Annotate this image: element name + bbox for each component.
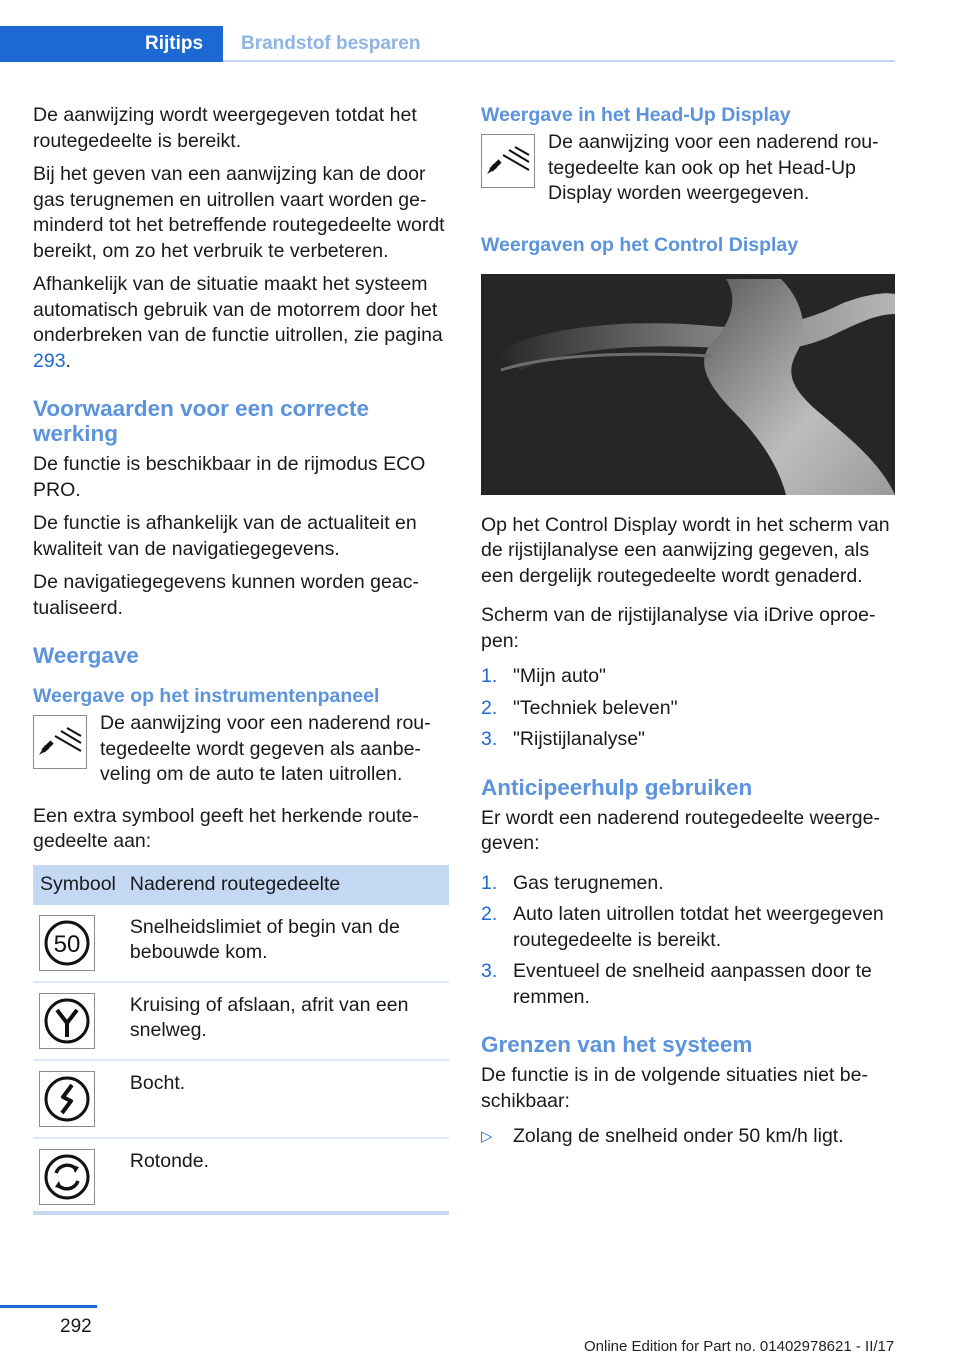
header-rule (223, 60, 895, 62)
menu-step-label: "Rijstijlanalyse" (513, 728, 645, 750)
heading-instrumentenpaneel: Weergave op het instrumentenpaneel (33, 685, 380, 707)
heading-voorwaarden: Voorwaarden voor een correcte werking (33, 396, 369, 446)
speed-limit-value: 50 (53, 930, 81, 958)
paragraph: De navigatiegegevens kunnen worden geactualiseerd. (33, 571, 419, 619)
table-header-row (33, 865, 449, 905)
table-cell-desc: Rotonde. (123, 1138, 449, 1213)
paragraph: Een extra symbool geeft het herkende routegedeelte aan: (33, 804, 419, 852)
triangle-bullet-icon: ▷ (481, 1128, 493, 1145)
list-item: 3. Eventueel de snelheid aanpassen door te remmen. (481, 959, 895, 1010)
paragraph: De functie is afhankelijk van de actualiteit en kwaliteit van de navigatiegegevens. (33, 512, 417, 560)
header-section-tab[interactable]: Brandstof besparen (241, 33, 421, 54)
instrument-hint-text: De aanwijzing voor een naderend routegedeelte wordt gegeven als aanbeveling om de auto te laten uitrollen. (100, 712, 431, 785)
list-item (481, 1124, 895, 1150)
list-item-text: Zolang de snelheid onder 50 km/h ligt. (513, 1125, 844, 1147)
right-column (481, 103, 895, 1158)
menu-step-label: "Techniek beleven" (513, 696, 678, 719)
list-item: 2. Auto laten uitrollen totdat het weergegeven routegedeelte is bereikt. (481, 902, 895, 953)
roundabout-icon (39, 1149, 95, 1205)
hud-hint-text: De aanwijzing voor een naderend routegedeelte kan ook op het Head-Up Display worden weergegeven. (548, 131, 879, 204)
heading-weergave: Weergave (33, 643, 139, 668)
paragraph: Op het Control Display wordt in het scherm van de rijstijlanalyse een aanwijzing gegeven, als een dergelijk routegedeelte wordt genaderd. (481, 513, 890, 587)
paragraph-text: . (65, 349, 71, 372)
heading-anticipeerhulp: Anticipeerhulp gebruiken (481, 774, 753, 800)
list-item: 3. "Rijstijlanalyse" (481, 727, 895, 753)
paragraph: De functie is in de volgende situaties niet beschikbaar: (481, 1064, 868, 1112)
table-row (33, 905, 449, 982)
menu-step-label: "Mijn auto" (513, 665, 606, 687)
table-row (33, 982, 449, 1060)
table-row (33, 1060, 449, 1138)
instrument-hint (33, 711, 449, 788)
paragraph (33, 272, 449, 374)
paragraph: Er wordt een naderend routegedeelte weergegeven: (481, 806, 880, 854)
paragraph: De aanwijzing wordt weergegeven totdat het routegedeelte is bereikt. (33, 104, 417, 152)
edition-note: Online Edition for Part no. 01402978621 - II/17 (584, 1338, 895, 1355)
table-cell-desc: Snelheidslimiet of begin van de bebouwde kom. (123, 905, 449, 982)
footer-accent-bar (0, 1305, 97, 1308)
paragraph: Scherm van de rijstijlanalyse via iDrive oproepen: (481, 604, 876, 652)
page-header (0, 0, 960, 64)
speed-limit-icon (39, 915, 95, 971)
table-header-desc: Naderend routegedeelte (123, 865, 449, 905)
paragraph: De functie is beschikbaar in de rijmodus ECO PRO. (33, 453, 426, 501)
paragraph-text: Afhankelijk van de situatie maakt het systeem automatisch gebruik van de motorrem door het onderbreken van de functie uitrollen, zie pagina (33, 273, 443, 346)
curve-icon (39, 1071, 95, 1127)
coasting-hint-icon (481, 134, 535, 188)
list-item: 1. "Mijn auto" (481, 664, 895, 690)
menu-steps-list (481, 664, 895, 753)
table-header-symbol: Symbool (33, 865, 123, 905)
step-text: Eventueel de snelheid aanpassen door te remmen. (513, 960, 872, 1008)
coasting-hint-icon (33, 715, 87, 769)
grenzen-list (481, 1124, 895, 1150)
step-text: Auto laten uitrollen totdat het weergegeven routegedeelte is bereikt. (513, 903, 884, 951)
junction-icon (39, 993, 95, 1049)
heading-grenzen: Grenzen van het systeem (481, 1032, 753, 1057)
hud-hint (481, 130, 895, 207)
page-number: 292 (60, 1316, 92, 1337)
list-item: 2. "Techniek beleven" (481, 696, 895, 722)
step-text: Gas terugnemen. (513, 871, 664, 894)
table-cell-desc: Bocht. (123, 1060, 449, 1138)
heading-control-display: Weergaven op het Control Display (481, 233, 799, 256)
table-row (33, 1138, 449, 1213)
list-item: 1. Gas terugnemen. (481, 871, 895, 897)
header-chapter-tab[interactable]: Rijtips (145, 33, 204, 54)
paragraph: Bij het geven van een aanwijzing kan de door gas terugnemen en uitrollen vaart worden geminderd tot het betreffende routegedeelte wordt bereikt, om zo het verbruik te verbeteren. (33, 163, 445, 262)
heading-head-up-display: Weergave in het Head-Up Display (481, 104, 791, 126)
symbol-table (33, 865, 449, 1215)
anticipeer-steps-list (481, 871, 895, 1011)
left-column (33, 103, 449, 1215)
table-cell-desc: Kruising of afslaan, afrit van een snelweg. (123, 982, 449, 1060)
control-display-image (481, 274, 895, 495)
page-link[interactable]: 293 (33, 349, 66, 372)
